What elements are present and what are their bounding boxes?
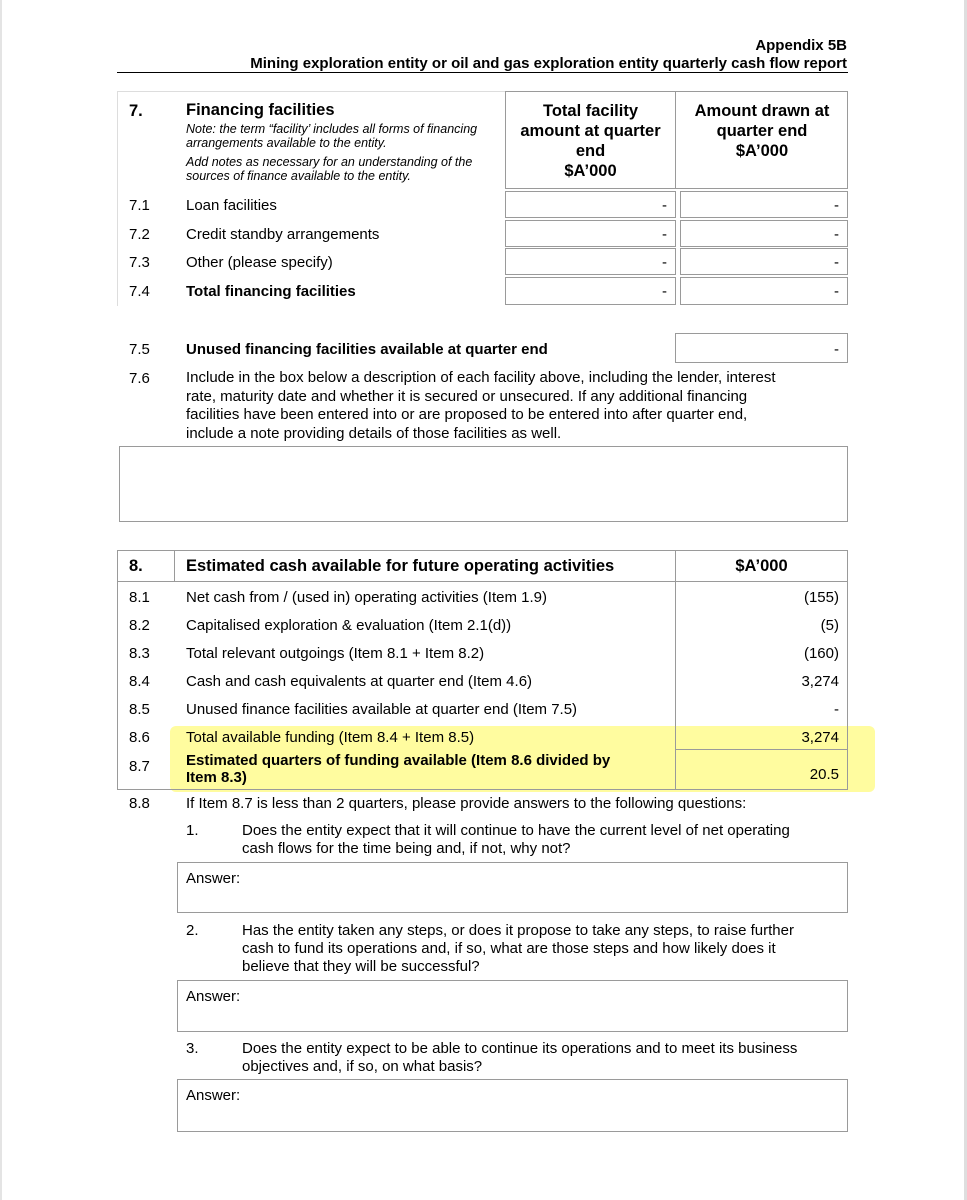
- col-amount-drawn-line3: $A’000: [735, 142, 789, 160]
- question-1-line1: Does the entity expect that it will continue to have the current level of net operating: [242, 822, 790, 839]
- row-8-4-label: Cash and cash equivalents at quarter end (Item 4.6): [186, 673, 533, 690]
- row-8-1-value: (155): [803, 589, 839, 606]
- row-7-1-value1: -: [662, 197, 667, 214]
- row-8-8-number: 8.8: [129, 795, 150, 812]
- row-7-1-value2: -: [834, 197, 839, 214]
- row-7-2-value1: -: [662, 226, 667, 243]
- row-7-4-number: 7.4: [129, 283, 150, 300]
- row-8-7-value: 20.5: [809, 766, 839, 783]
- row-8-4-number: 8.4: [129, 673, 150, 690]
- col-total-facility-line1: Total facility: [542, 102, 639, 120]
- row-7-2-label: Credit standby arrangements: [186, 226, 380, 243]
- row-7-5-value: -: [834, 341, 839, 358]
- row-7-4-value2: -: [834, 283, 839, 300]
- row-8-7-label: [186, 752, 610, 786]
- section7-note-line4: sources of finance available to the entity.: [186, 169, 411, 183]
- appendix-label: Appendix 5B: [755, 37, 847, 54]
- row-7-5-label: Unused financing facilities available at quarter end: [186, 341, 548, 358]
- section8-column-divider: [675, 550, 676, 790]
- row-8-2-number: 8.2: [129, 617, 150, 634]
- row-8-5-number: 8.5: [129, 701, 150, 718]
- question-1-answer-box[interactable]: [177, 862, 848, 913]
- col-total-facility-line4: $A’000: [564, 162, 617, 180]
- row-8-1-number: 8.1: [129, 589, 150, 606]
- row-8-7-label-line2: Item 8.3): [186, 769, 247, 786]
- row-7-4-value1: -: [662, 283, 667, 300]
- row-7-2-value2: -: [834, 226, 839, 243]
- row-8-6-number: 8.6: [129, 729, 150, 746]
- row-7-5-number: 7.5: [129, 341, 150, 358]
- col-total-facility-line3: end: [575, 142, 606, 160]
- header-rule: [117, 72, 848, 73]
- row-7-1-number: 7.1: [129, 197, 150, 214]
- row-8-2-label: Capitalised exploration & evaluation (Item 2.1(d)): [186, 617, 512, 634]
- section8-number: 8.: [129, 557, 143, 575]
- question-3-line1: Does the entity expect to be able to continue its operations and to meet its business: [242, 1040, 798, 1057]
- question-1-answer-label: Answer:: [186, 870, 241, 887]
- col-total-facility-header: [505, 101, 676, 181]
- row-7-6-line1: Include in the box below a description of each facility above, including the lender, interest: [186, 369, 776, 386]
- section7-title: Financing facilities: [186, 101, 335, 119]
- row-8-3-number: 8.3: [129, 645, 150, 662]
- section7-note-line3: Add notes as necessary for an understanding of the: [186, 155, 473, 169]
- report-title: Mining exploration entity or oil and gas exploration entity quarterly cash flow report: [250, 55, 847, 72]
- question-3-text: [242, 1040, 797, 1076]
- col-amount-drawn-line2: quarter end: [716, 122, 808, 140]
- section7-note-line1: Note: the term “facility’ includes all forms of financing: [186, 122, 478, 136]
- question-2-line2: cash to fund its operations and, if so, what are those steps and how likely does it: [242, 940, 776, 957]
- question-2-answer-box[interactable]: [177, 980, 848, 1032]
- page-edge-left: [0, 0, 2, 1200]
- col-total-facility-line2: amount at quarter: [520, 122, 661, 140]
- row-7-6-description-box[interactable]: [119, 446, 848, 522]
- section8-title: Estimated cash available for future operating activities: [186, 557, 615, 575]
- section8-label-divider: [174, 550, 175, 581]
- col-amount-drawn-header: [676, 101, 848, 161]
- question-3-answer-box[interactable]: [177, 1079, 848, 1132]
- question-3-number: 3.: [186, 1040, 199, 1057]
- row-8-4-value: 3,274: [801, 673, 839, 690]
- row-8-5-value: -: [834, 701, 839, 718]
- row-7-6-line4: include a note providing details of those facilities as well.: [186, 424, 562, 442]
- col-amount-drawn-line1: Amount drawn at: [694, 102, 830, 120]
- question-2-answer-label: Answer:: [186, 988, 241, 1005]
- question-1-number: 1.: [186, 822, 199, 839]
- row-8-8-label: If Item 8.7 is less than 2 quarters, please provide answers to the following questions:: [186, 795, 747, 812]
- row-8-3-label: Total relevant outgoings (Item 8.1 + Item 8.2): [186, 645, 485, 662]
- section8-row86-rule: [675, 749, 848, 750]
- row-7-6-number: 7.6: [129, 370, 150, 387]
- row-7-1-label: Loan facilities: [186, 197, 277, 214]
- row-7-3-number: 7.3: [129, 254, 150, 271]
- row-7-6-line2: rate, maturity date and whether it is secured or unsecured. If any additional financing: [186, 387, 748, 405]
- row-7-4-label: Total financing facilities: [186, 283, 356, 300]
- row-8-6-label: Total available funding (Item 8.4 + Item 8.5): [186, 729, 475, 746]
- question-2-text: [242, 922, 794, 976]
- row-7-3-label: Other (please specify): [186, 254, 333, 271]
- row-8-2-value: (5): [820, 617, 839, 634]
- question-3-line2: objectives and, if so, on what basis?: [242, 1058, 483, 1075]
- row-8-6-value: 3,274: [801, 729, 839, 746]
- row-7-3-value1: -: [662, 254, 667, 271]
- question-2-line3: believe that they will be successful?: [242, 958, 480, 975]
- section7-note-line2: arrangements available to the entity.: [186, 136, 387, 150]
- question-1-text: [242, 822, 790, 858]
- question-1-line2: cash flows for the time being and, if not, why not?: [242, 840, 571, 857]
- row-7-6-line3: facilities have been entered into or are proposed to be entered into after quarter end,: [186, 406, 748, 423]
- row-7-6-text: [186, 369, 776, 443]
- row-8-1-label: Net cash from / (used in) operating activities (Item 1.9): [186, 589, 547, 606]
- section8-column-header: $A’000: [735, 557, 788, 575]
- row-8-5-label: Unused finance facilities available at quarter end (Item 7.5): [186, 701, 578, 718]
- row-7-3-value2: -: [834, 254, 839, 271]
- section8-header-rule: [117, 581, 848, 582]
- row-8-7-number: 8.7: [129, 758, 150, 775]
- question-2-number: 2.: [186, 922, 199, 939]
- question-2-line1: Has the entity taken any steps, or does it propose to take any steps, to raise further: [242, 922, 794, 939]
- row-7-2-number: 7.2: [129, 226, 150, 243]
- row-8-3-value: (160): [803, 645, 839, 662]
- row-8-7-label-line1: Estimated quarters of funding available (Item 8.6 divided by: [186, 752, 611, 769]
- question-3-answer-label: Answer:: [186, 1087, 241, 1104]
- section7-number: 7.: [129, 102, 143, 120]
